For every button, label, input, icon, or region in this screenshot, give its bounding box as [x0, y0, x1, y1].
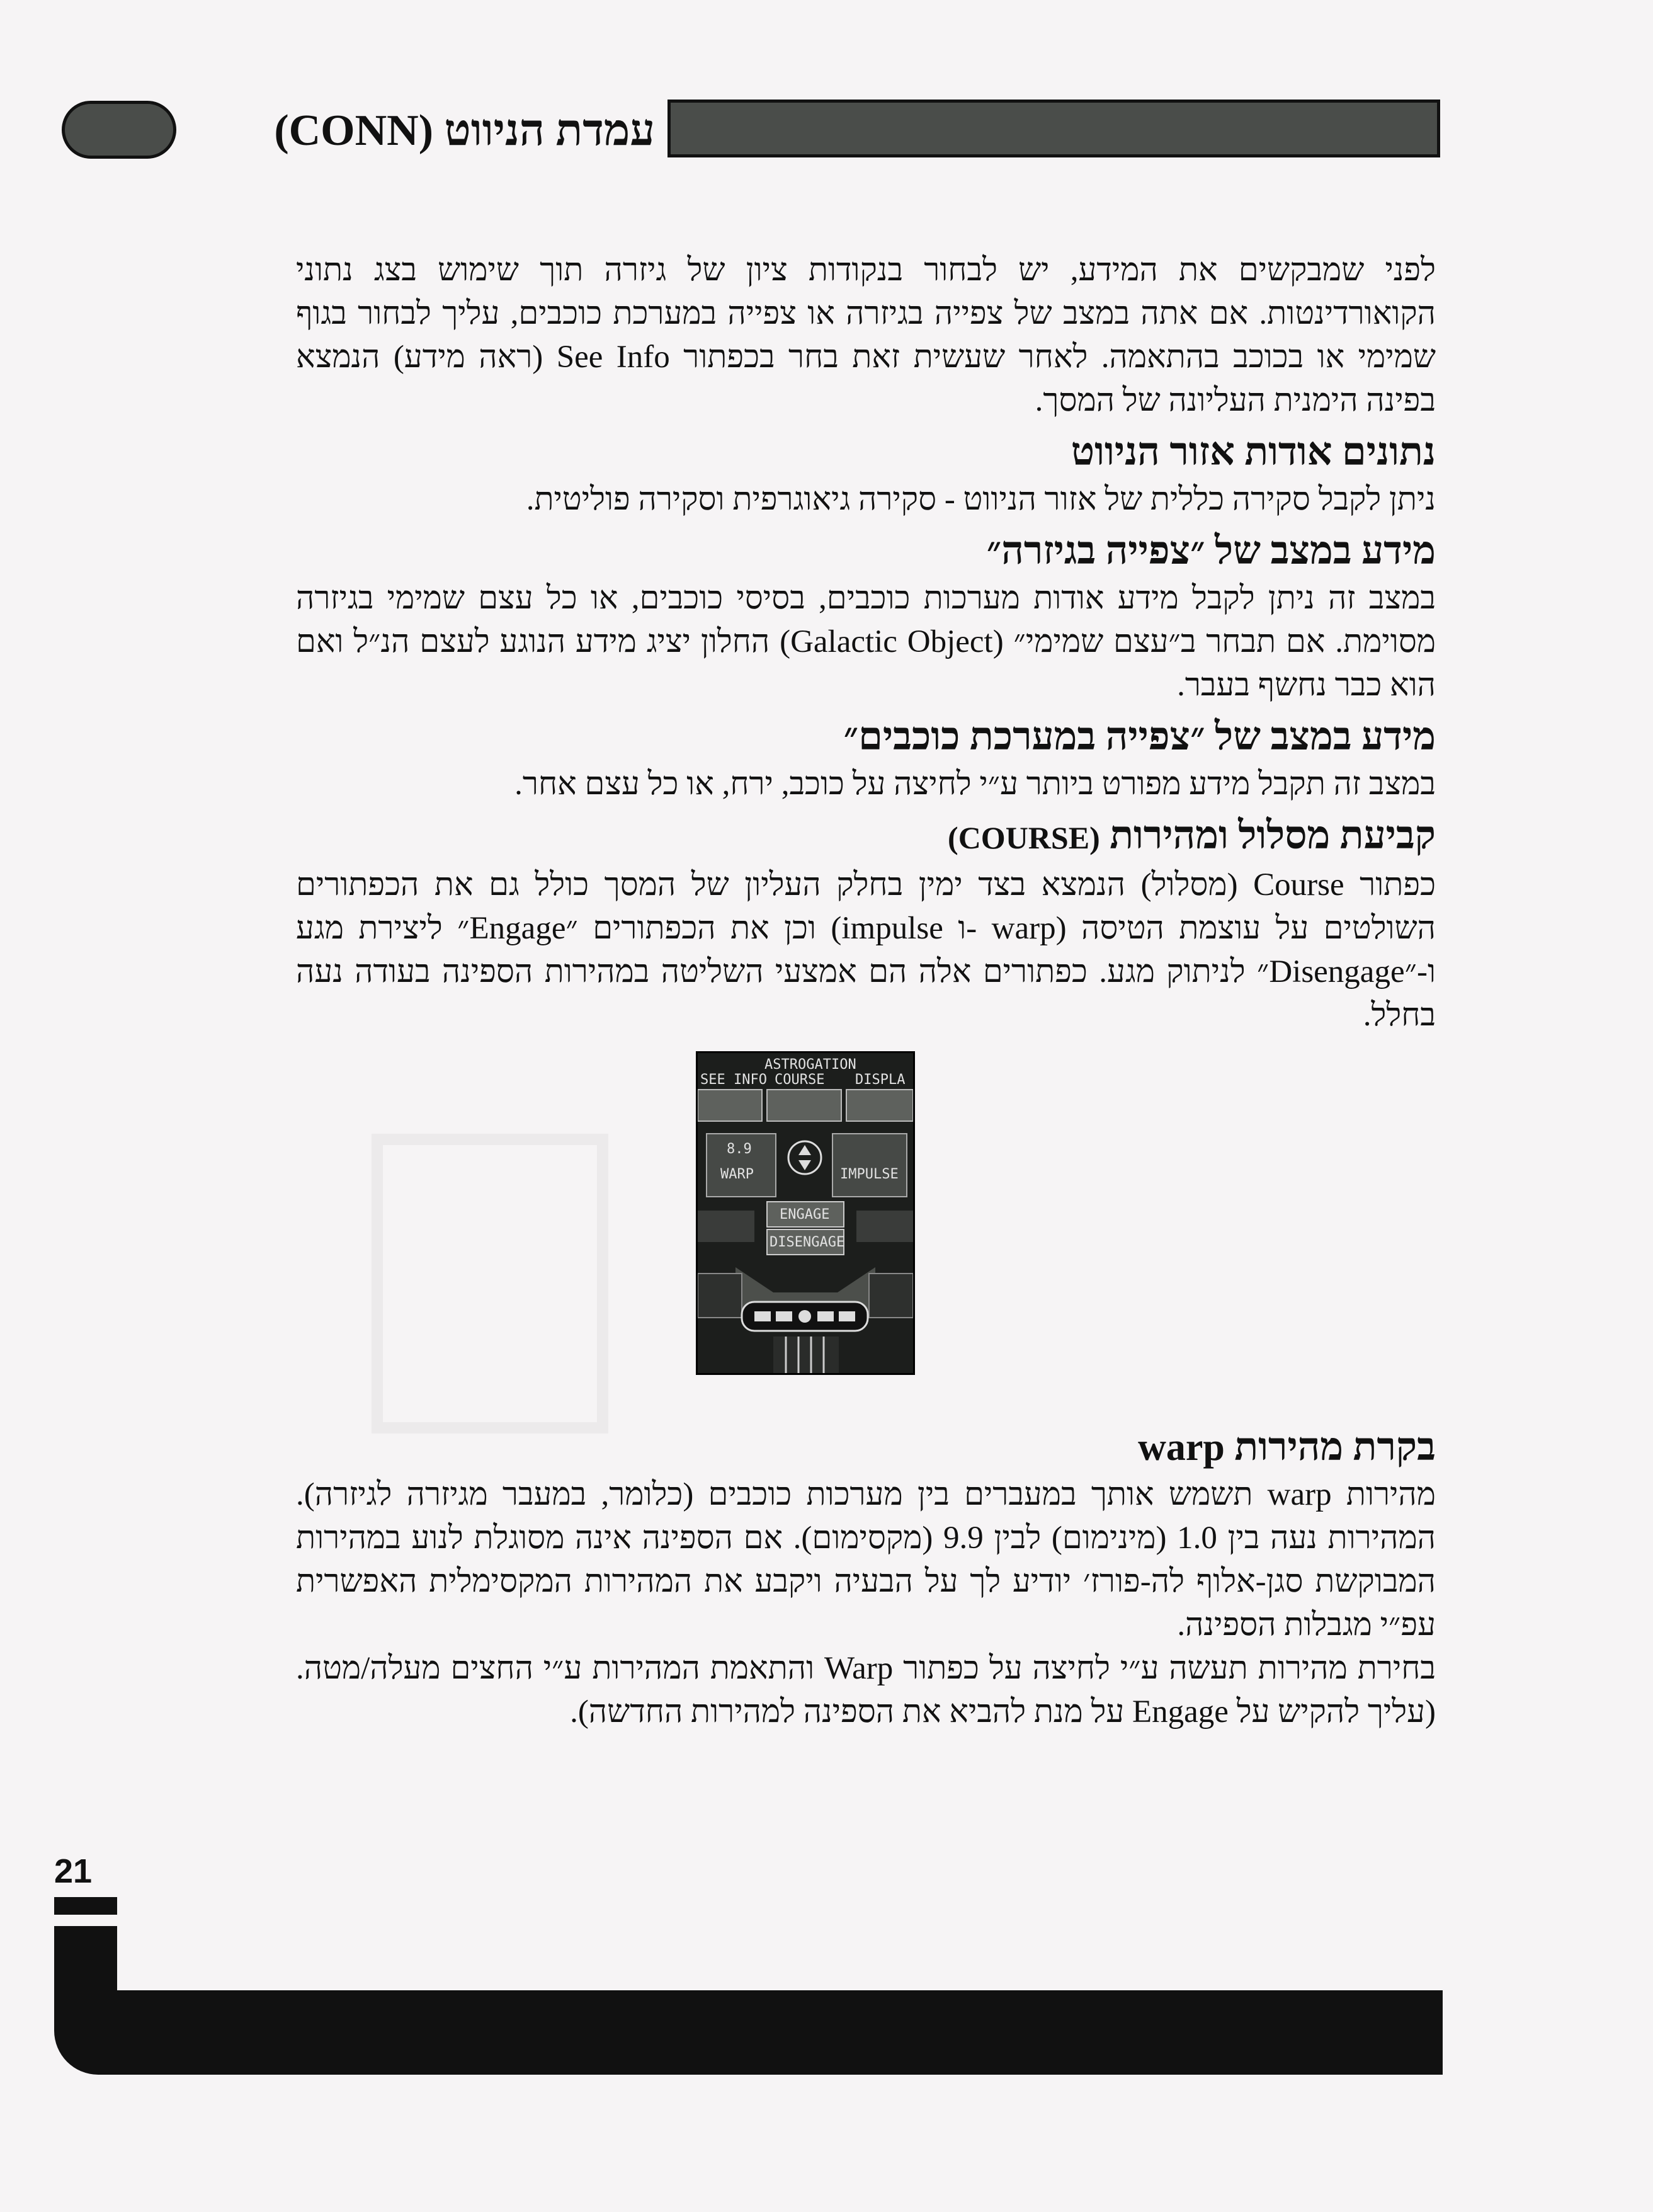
course-label: COURSE [775, 1072, 825, 1088]
section-body-course: כפתור Course (מסלול) הנמצא בצד ימין בחלק העליון של המסך כולל גם את הכפתורים השולטים על עוצמת הטיסה (warp -ו impulse) וכן את הכפתורים ״Engage״ ליצירת מגע ו-״Disengage״ לניתוק מגע. כפתורים אלה הם אמצעי השליטה במהירות הספינה בעודה נעה בחלל. [296, 867, 1436, 1033]
section-heading-sector-view: מידע במצב של ״צפייה בגיזרה״ [986, 530, 1436, 573]
intro-paragraph: לפני שמבקשים את המידע, יש לבחור בנקודות ציון של גיזרה תוך שימוש בצג נתוני הקואורדינטות. אם אתה במצב של צפייה בגיזרה או צפייה במערכת כוכבים, עליך לבחור בגוף שמימי או בכוכב בהתאמה. לאחר שעשית זאת בחר בכפתור See Info (ראה מידע) הנמצא בפינה הימנית העליונה של המסך. [296, 253, 1436, 418]
main-text-column [296, 249, 1436, 1734]
see-info-label: SEE INFO [700, 1072, 767, 1088]
section-heading-nav-area: נתונים אודות אזור הניווט [1071, 431, 1436, 474]
impulse-label: IMPULSE [840, 1166, 899, 1182]
footer-tick-2 [54, 1926, 117, 1944]
footer-tick-1 [54, 1897, 117, 1915]
warp-body-1: מהירות warp תשמש אותך במעברים בין מערכות כוכבים (כלומר, במעבר מגיזרה לגיזרה). המהירות נעה בין 1.0 (מינימום) לבין 9.9 (מקסימום). אם הספינה אינה מסוגלת לנוע במהירות המבוקשת סגן-אלוף לה-פורז׳ יודיע לך על הבעיה ויקבע את המהירות המקסימלית האפשרית עפ״י מגבלות הספינה. [296, 1477, 1436, 1643]
page-number: 21 [54, 1852, 93, 1890]
course-heading-latin: (COURSE) [948, 820, 1100, 855]
header-pill-decoration [62, 101, 176, 159]
warp-body-2: בחירת מהירות תעשה ע״י לחיצה על כפתור Warp והתאמת המהירות ע״י החצים מעלה/מטה. (עליך להקיש על Engage על מנת להביא את הספינה למהירות החדשה). [296, 1651, 1436, 1730]
astrogation-label: ASTROGATION [764, 1057, 856, 1073]
header-bar-decoration [667, 100, 1440, 157]
display-label: DISPLA [855, 1072, 906, 1088]
figure-container [296, 1051, 1436, 1385]
course-panel-figure [696, 1051, 915, 1375]
page-header-title: עמדת הניווט (CONN) [274, 106, 655, 155]
section-heading-course [296, 810, 1436, 864]
section-heading-star-system-view: מידע במצב של ״צפייה במערכת כוכבים״ [843, 715, 1436, 758]
warp-label: WARP [720, 1166, 754, 1182]
footer-bar-decoration [54, 1990, 1443, 2075]
warp-speed-readout: 8.9 [727, 1141, 752, 1157]
section-body-nav-area: ניתן לקבל סקירה כללית של אזור הניווט - סקירה גיאוגרפית וסקירה פוליטית. [526, 482, 1436, 517]
section-body-sector-view: במצב זה ניתן לקבל מידע אודות מערכות כוכבים, בסיסי כוכבים, או כל עצם שמימי בגיזרה מסוימת. אם תבחר ב״עצם שמימי״ (Galactic Object) החלון יציג מידע הנוגע לעצם הנ״ל ואם הוא כבר נחשף בעבר. [296, 581, 1436, 703]
disengage-label: DISENGAGE [770, 1234, 845, 1250]
course-heading-text: קביעת מסלול ומהירות [1110, 814, 1436, 857]
section-heading-warp: בקרת מהירות warp [1138, 1426, 1436, 1469]
section-body-star-system-view: במצב זה תקבל מידע מפורט ביותר ע״י לחיצה על כוכב, ירח, או כל עצם אחר. [514, 767, 1436, 802]
engage-label: ENGAGE [780, 1207, 830, 1223]
